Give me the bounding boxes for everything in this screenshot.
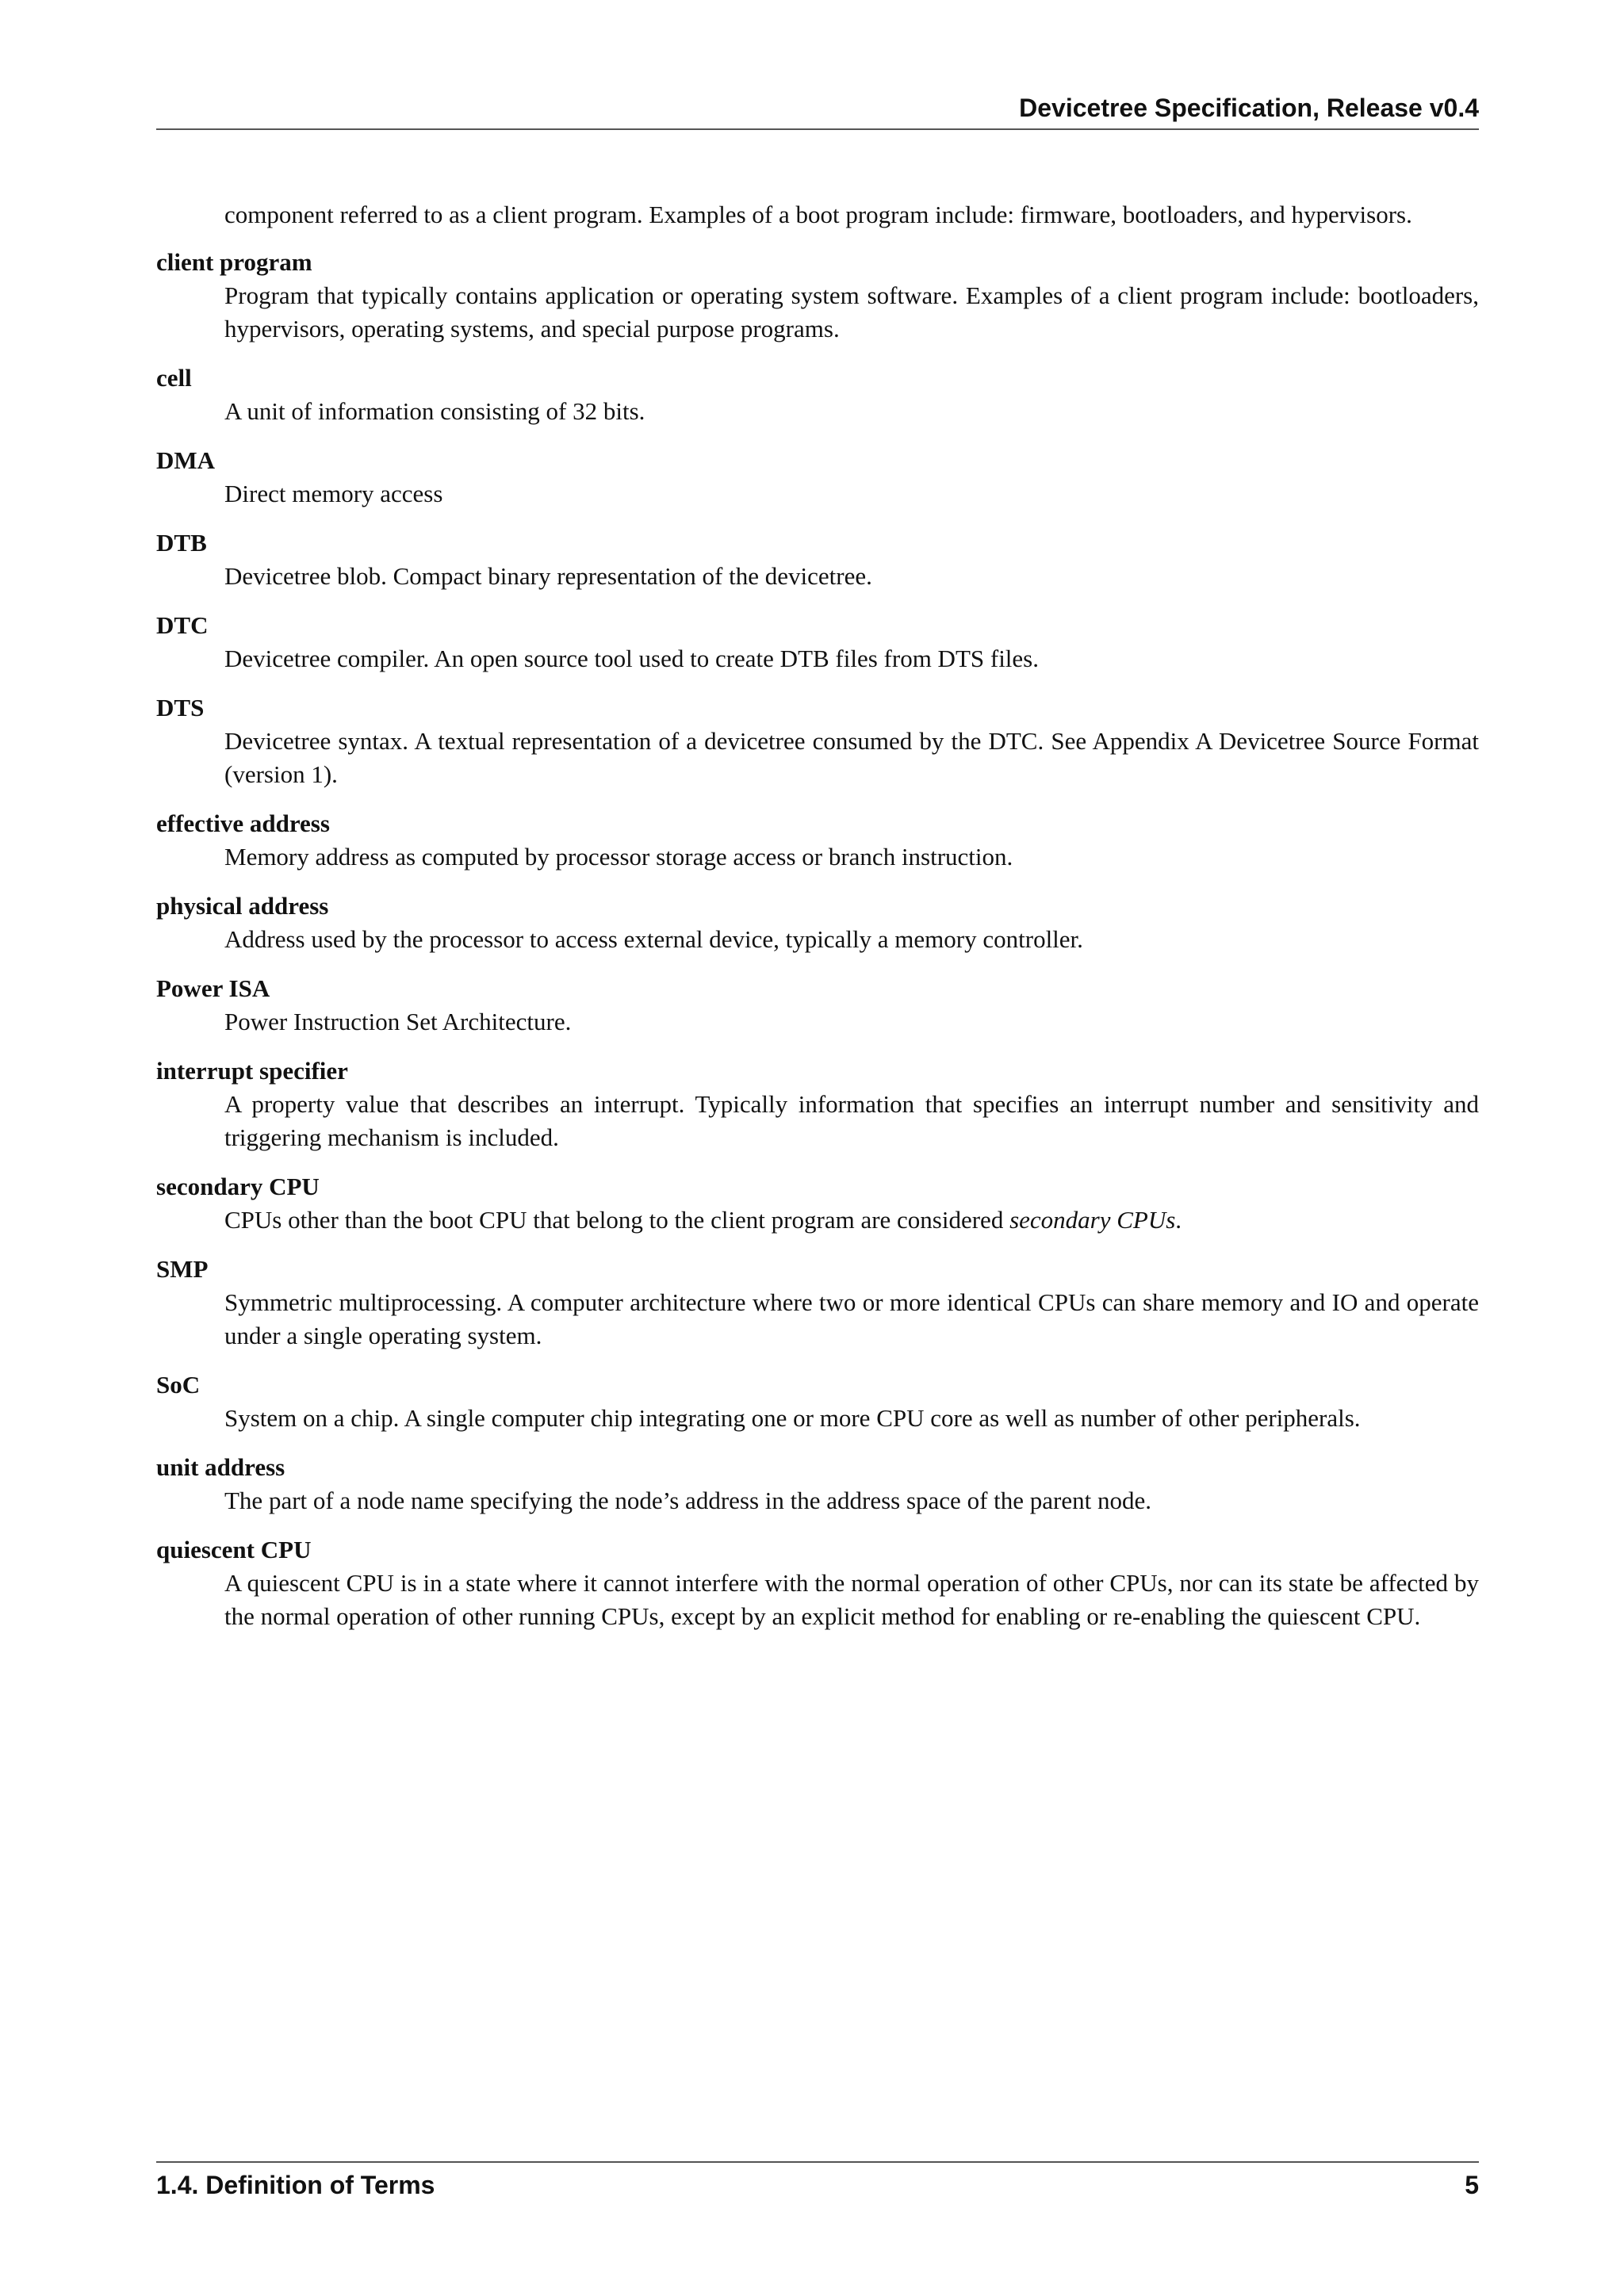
continuation-paragraph: component referred to as a client program. Examples of a boot program include: firmware, bootloaders, and hypervisors. [224,201,1412,228]
definition-soc: System on a chip. A single computer chip integrating one or more CPU core as well as number of other peripherals. [224,1404,1361,1432]
term-dts: DTS [156,694,205,721]
page-number: 5 [1465,2171,1479,2199]
definition-physical-address: Address used by the processor to access external device, typically a memory controller. [224,925,1083,953]
term-dtb: DTB [156,529,207,557]
definition-text: CPUs other than the boot CPU that belong to the client program are considered [224,1206,1010,1234]
definition-list [156,246,1479,1633]
definition-interrupt-specifier: A property value that describes an interrupt. Typically information that specifies an interrupt number and sensitivity and triggering mechanism is included. [224,1090,1479,1151]
footer-section-title: 1.4. Definition of Terms [156,2171,435,2199]
definition-power-isa: Power Instruction Set Architecture. [224,1008,572,1035]
term-effective-address: effective address [156,809,330,837]
definition-dma: Direct memory access [224,480,443,507]
definition-cell: A unit of information consisting of 32 bits. [224,397,645,425]
term-secondary-cpu: secondary CPU [156,1173,320,1200]
term-physical-address: physical address [156,892,329,920]
definition-effective-address: Memory address as computed by processor storage access or branch instruction. [224,843,1013,871]
definition-quiescent-cpu: A quiescent CPU is in a state where it cannot interfere with the normal operation of other CPUs, nor can its state be affected by the normal operation of other running CPUs, except by an explicit method for enabling or re-enabling the quiescent CPU. [224,1569,1479,1630]
term-interrupt-specifier: interrupt specifier [156,1057,348,1085]
definition-dts: Devicetree syntax. A textual representation of a devicetree consumed by the DTC. See Appendix A Devicetree Source Format (version 1). [224,727,1479,788]
document-body [156,198,1479,1649]
term-dma: DMA [156,446,216,474]
header-rule [156,128,1479,130]
term-power-isa: Power ISA [156,974,270,1002]
emphasized-term: secondary CPUs [1009,1206,1176,1234]
definition-secondary-cpu [224,1203,1479,1237]
definition-smp: Symmetric multiprocessing. A computer architecture where two or more identical CPUs can share memory and IO and operate under a single operating system. [224,1288,1479,1349]
term-smp: SMP [156,1255,209,1283]
definition-text-end: . [1175,1206,1182,1234]
term-soc: SoC [156,1371,201,1399]
term-quiescent-cpu: quiescent CPU [156,1536,312,1563]
term-unit-address: unit address [156,1453,285,1481]
definition-client-program: Program that typically contains application or operating system software. Examples of a client program include: bootloaders, hypervisors, operating systems, and special purpose programs. [224,281,1479,342]
term-cell: cell [156,364,192,392]
footer-rule [156,2161,1479,2163]
running-header: Devicetree Specification, Release v0.4 [1019,94,1479,122]
definition-dtc: Devicetree compiler. An open source tool used to create DTB files from DTS files. [224,645,1039,672]
definition-unit-address: The part of a node name specifying the node’s address in the address space of the parent node. [224,1487,1151,1514]
term-client-program: client program [156,248,312,276]
term-dtc: DTC [156,611,209,639]
definition-dtb: Devicetree blob. Compact binary representation of the devicetree. [224,562,872,590]
